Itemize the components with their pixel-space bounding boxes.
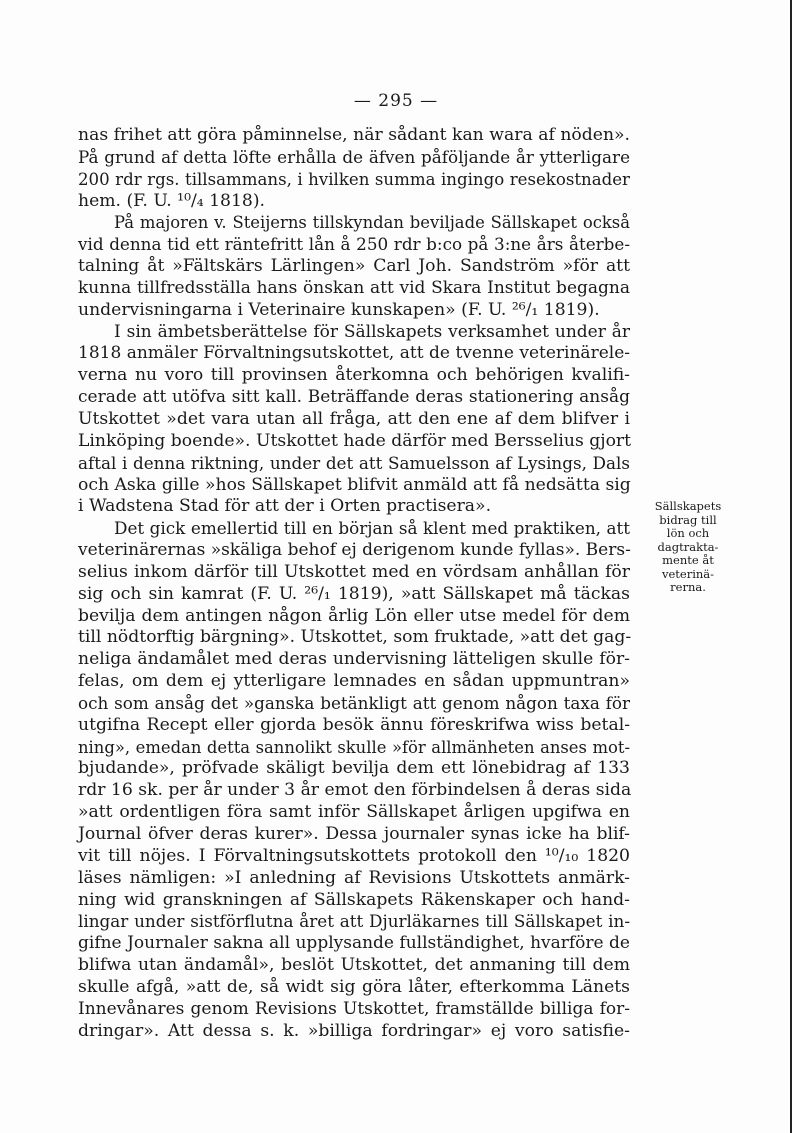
text-line: dringar». Att dessa s. k. »billiga fordringar» ej voro satisfie- <box>78 1020 630 1041</box>
text-line: »att ordentligen föra samt inför Sällskapet årligen upgifwa en <box>78 802 630 823</box>
text-line: gifne Journaler sakna all upplysande fullständighet, hvarföre de <box>78 933 630 954</box>
margin-note-line: veterinä- <box>661 566 715 581</box>
text-line: cerade att utöfva sitt kall. Beträffande deras stationering ansåg <box>78 387 630 408</box>
text-line: felas, om dem ej ytterligare lemnades en sådan uppmuntran» <box>78 671 630 692</box>
text-line: Utskottet »det vara utan all fråga, att den ene af dem blifver i <box>78 408 630 429</box>
text-line: sig och sin kamrat (F. U. ²⁶/₁ 1819), »att Sällskapet må täckas <box>78 583 630 604</box>
text-line: blifwa utan ändamål», beslöt Utskottet, det anmaning till dem <box>78 955 630 976</box>
text-line: neliga ändamålet med deras undervisning lätteligen skulle för- <box>78 649 630 670</box>
text-line: I sin ämbetsberättelse för Sällskapets verksamhet under år <box>114 321 630 342</box>
text-line: ning wid granskningen af Sällskapets Räkenskaper och hand- <box>78 889 630 910</box>
margin-note-line: rerna. <box>670 580 706 594</box>
text-line: 200 rdr rgs. tillsammans, i hvilken summa ingingo resekostnader <box>78 169 630 189</box>
margin-note-line: mente åt <box>662 553 714 567</box>
text-line: rdr 16 sk. per år under 3 år emot den förbindelsen å deras sida <box>78 780 632 801</box>
text-line: lingar under sistförflutna året att Djurläkarnes till Sällskapet in- <box>78 911 630 932</box>
text-line: i Wadstena Stad för att der i Orten practisera». <box>78 496 492 517</box>
text-line: verna nu voro till provinsen återkomna och behörigen kvalifi- <box>78 365 630 386</box>
text-line: Journal öfver deras kurer». Dessa journaler synas icke ha blif- <box>78 824 630 844</box>
text-line: utgifna Recept eller gjorda besök ännu föreskrifwa wiss betal- <box>78 714 630 735</box>
text-line: bjudande», pröfvade skäligt bevilja dem ett lönebidrag af 133 <box>78 758 630 779</box>
margin-note-line: bidrag till <box>659 512 717 527</box>
text-line: kunna tillfredsställa hans önskan att vid Skara Institut begagna <box>78 277 630 298</box>
body-text <box>78 125 630 1042</box>
text-line: undervisningarna i Veterinaire kunskapen» (F. U. ²⁶/₁ 1819). <box>78 299 600 320</box>
text-line: aftal i denna riktning, under det att Samuelsson af Lysings, Dals <box>78 452 630 473</box>
margin-note <box>640 500 736 595</box>
text-line: bevilja dem antingen någon årlig Lön eller utse medel för dem <box>78 605 630 626</box>
page-number: — 295 — <box>353 91 439 111</box>
text-line: Innevånares genom Revisions Utskottet, framställde billiga for- <box>78 998 630 1019</box>
text-line: vit till nöjes. I Förvaltningsutskottets protokoll den ¹⁰/₁₀ 1820 <box>78 845 630 866</box>
text-line: läses nämligen: »I anledning af Revisions Utskottets anmärk- <box>78 867 630 888</box>
text-line: hem. (F. U. ¹⁰/₄ 1818). <box>78 190 266 211</box>
margin-note-line: dagtrakta- <box>657 539 719 554</box>
text-line: nas frihet att göra påminnelse, när sådant kan wara af nöden». <box>78 125 630 145</box>
text-line: till nödtorftig bärgning». Utskottet, som fruktade, »att det gag- <box>78 627 632 648</box>
text-line: 1818 anmäler Förvaltningsutskottet, att de tvenne veterinärele- <box>78 343 630 364</box>
text-line: På grund af detta löfte erhålla de äfven påföljande år ytterligare <box>78 146 630 167</box>
text-line: ning», emedan detta sannolikt skulle »för allmänheten anses mot- <box>78 737 630 757</box>
text-line: Linköping boende». Utskottet hade därför med Bersselius gjort <box>78 430 632 451</box>
text-line: vid denna tid ett räntefritt lån å 250 rdr b:co på 3:ne års återbe- <box>78 234 630 255</box>
text-line: selius inkom därför till Utskottet med en vördsam anhållan för <box>78 561 630 582</box>
text-line: talning åt »Fältskärs Lärlingen» Carl Joh. Sandström »för att <box>78 256 630 277</box>
text-line: Det gick emellertid till en början så klent med praktiken, att <box>114 518 630 539</box>
margin-note-line: Sällskapets <box>654 499 722 513</box>
text-line: och Aska gille »hos Sällskapet blifvit anmäld att få nedsätta sig <box>78 474 631 495</box>
text-line: På majoren v. Steijerns tillskyndan beviljade Sällskapet också <box>114 213 630 233</box>
margin-note-line: lön och <box>666 526 710 540</box>
text-line: skulle afgå, »att de, så widt sig göra låter, efterkomma Länets <box>78 976 630 997</box>
text-line: veterinärernas »skäliga behof ej derigenom kunde fyllas». Bers- <box>78 540 631 561</box>
text-line: och som ansåg det »ganska betänkligt att genom någon taxa för <box>78 692 630 713</box>
